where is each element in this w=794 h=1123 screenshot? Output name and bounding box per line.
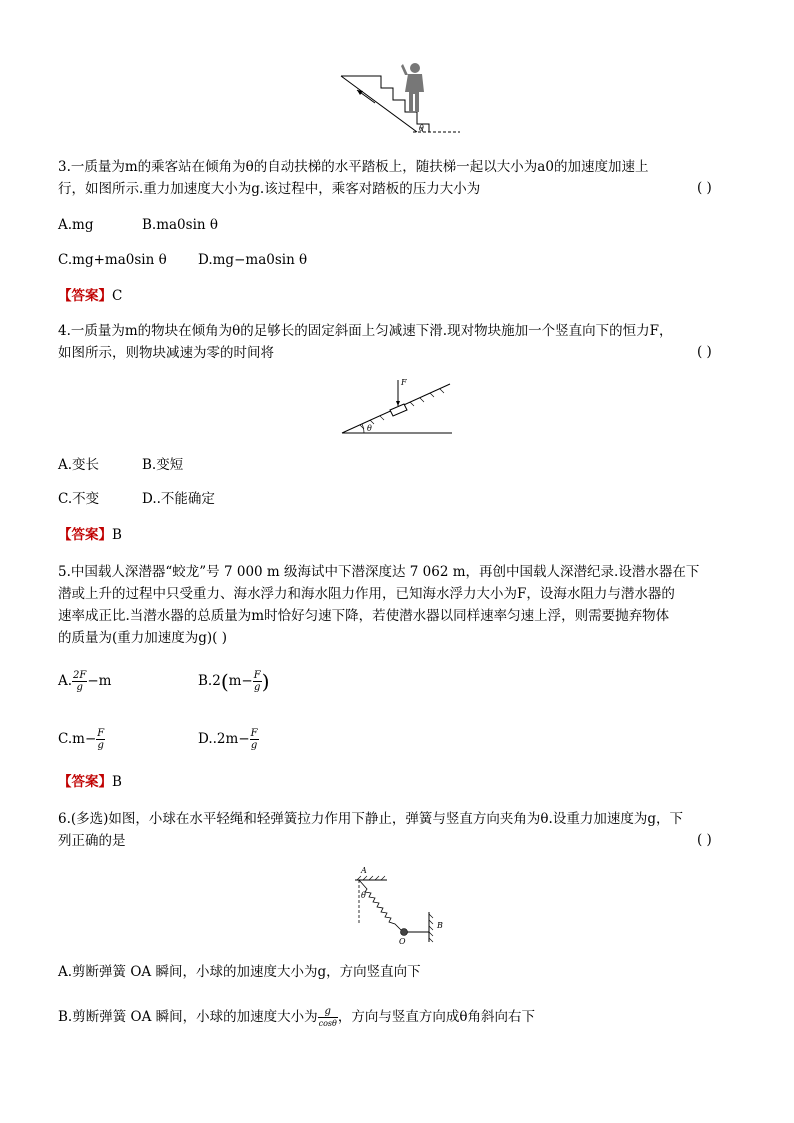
q3-stem-line2: 行，如图所示.重力加速度大小为g.该过程中，乘客对踏板的压力大小为 xyxy=(58,181,481,197)
q4-option-c: C.不变 xyxy=(58,491,100,507)
q5-option-d: D..2m− $\frac{F}{g}$ xyxy=(198,728,258,751)
q4-answer-paren: ( ) xyxy=(697,344,712,360)
answer-tag: 【答案】 xyxy=(58,288,112,304)
answer-tag: 【答案】 xyxy=(58,774,112,790)
q3-option-d: D.mg−ma0sin θ xyxy=(198,252,308,268)
q3-option-a: A.mg xyxy=(58,217,94,233)
answer-value: B xyxy=(112,774,122,790)
q4-option-b: B.变短 xyxy=(142,457,184,473)
answer-value: C xyxy=(112,288,123,304)
fig3-label-o: O xyxy=(399,937,406,946)
answer-tag: 【答案】 xyxy=(58,527,112,543)
q6-option-b: B.剪断弹簧 OA 瞬间，小球的加速度大小为 $\frac{g}{\cos\theta}$ ，方向与竖直方向成θ角斜向右下 xyxy=(58,1006,535,1028)
q6-stem-line2: 列正确的是 xyxy=(58,833,126,849)
q3-answer xyxy=(58,287,122,305)
fig1-theta: θ xyxy=(419,124,424,133)
escalator-figure xyxy=(335,58,465,136)
q5-option-a: A. $\frac{2F}{g}$ −m xyxy=(58,670,112,693)
fig3-label-b: B xyxy=(437,921,443,930)
q4-stem-line2: 如图所示，则物块减速为零的时间将 xyxy=(58,345,274,361)
incline-figure xyxy=(340,376,455,436)
q5-stem-line3: 速率成正比.当潜水器的总质量为m时恰好匀速下降，若使潜水器以同样速率匀速上浮，则需要抛弃物体 xyxy=(58,608,670,624)
q3-answer-paren: ( ) xyxy=(697,180,712,196)
q4-answer xyxy=(58,526,122,544)
q4-option-d: D..不能确定 xyxy=(142,491,215,507)
spring-ball-figure xyxy=(345,862,450,947)
q5-stem-line1: 5.中国载人深潜器“蛟龙”号 7 000 m 级海试中下潜深度达 7 062 m，再创中国载人深潜纪录.设潜水器在下 xyxy=(58,564,700,580)
q4-option-a: A.变长 xyxy=(58,457,100,473)
fig2-force-label: F xyxy=(401,378,407,387)
q3-option-b: B.ma0sin θ xyxy=(142,217,219,233)
fig3-label-a: A xyxy=(361,866,367,875)
fig3-theta: θ xyxy=(361,891,366,900)
q5-option-c: C.m− $\frac{F}{g}$ xyxy=(58,728,105,751)
q5-answer xyxy=(58,773,122,791)
answer-value: B xyxy=(112,527,122,543)
q6-stem-line1: 6.(多选)如图，小球在水平轻绳和轻弹簧拉力作用下静止，弹簧与竖直方向夹角为θ.设重力加速度为g，下 xyxy=(58,811,683,827)
passenger-figure xyxy=(401,63,424,112)
q3-option-c: C.mg+ma0sin θ xyxy=(58,252,167,268)
q5-stem-line4: 的质量为(重力加速度为g)( ) xyxy=(58,630,228,646)
q5-option-b: B.2(m− $\frac{F}{g}$ ) xyxy=(198,669,270,694)
q6-option-a: A.剪断弹簧 OA 瞬间，小球的加速度大小为g，方向竖直向下 xyxy=(58,964,421,980)
q3-stem-line1: 3.一质量为m的乘客站在倾角为θ的自动扶梯的水平踏板上，随扶梯一起以大小为a0的加速度加速上 xyxy=(58,159,649,175)
fig2-theta: θ xyxy=(367,424,372,433)
q4-stem-line1: 4.一质量为m的物块在倾角为θ的足够长的固定斜面上匀减速下滑.现对物块施加一个竖直向下的恒力F， xyxy=(58,323,673,339)
q5-stem-line2: 潜或上升的过程中只受重力、海水浮力和海水阻力作用，已知海水浮力大小为F，设海水阻力与潜水器的 xyxy=(58,586,675,602)
q6-answer-paren: ( ) xyxy=(697,832,712,848)
